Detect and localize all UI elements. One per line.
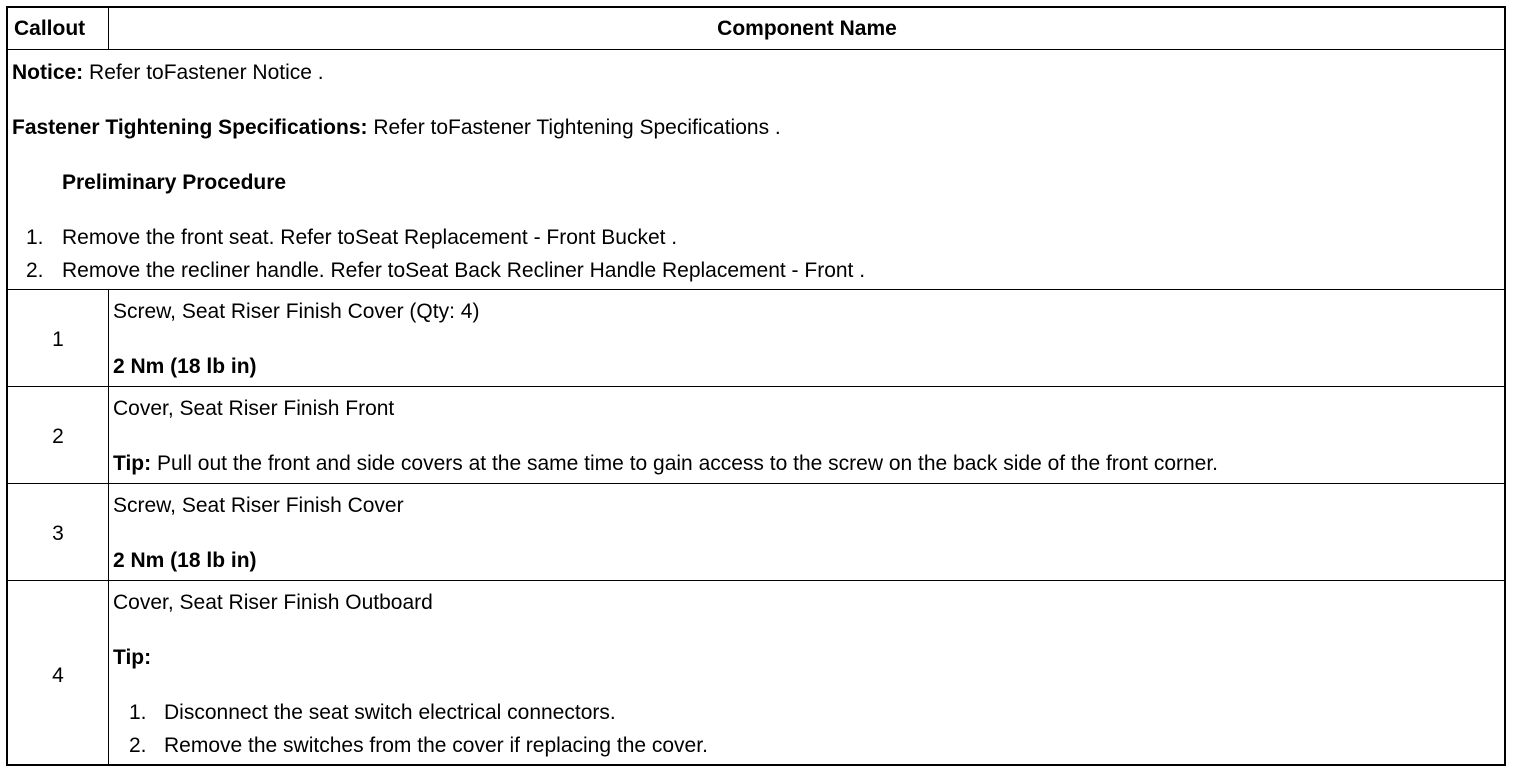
preliminary-step-1-text: Remove the front seat. Refer toSeat Replacement - Front Bucket . (62, 226, 678, 249)
preliminary-step-1-num: 1. (26, 226, 44, 249)
row-divider (108, 581, 109, 764)
preliminary-step-2-num: 2. (26, 259, 44, 282)
component-name: Cover, Seat Riser Finish Outboard (113, 591, 433, 614)
notice-text: Refer toFastener Notice . (83, 61, 324, 84)
callout-number: 3 (52, 522, 64, 545)
tip-line (113, 452, 1218, 476)
tip-step-2-text: Remove the switches from the cover if replacing the cover. (164, 734, 708, 757)
fastener-specs-text: Refer toFastener Tightening Specifications . (367, 116, 781, 139)
fastener-specs-line (12, 116, 781, 140)
tip-label: Tip: (113, 646, 152, 669)
torque-spec: 2 Nm (18 lb in) (113, 549, 257, 572)
preliminary-step-2-text: Remove the recliner handle. Refer toSeat Back Recliner Handle Replacement - Front . (62, 259, 866, 282)
notice-block (8, 50, 1504, 290)
callout-number: 4 (52, 664, 64, 687)
notice-line (12, 61, 324, 85)
torque-spec: 2 Nm (18 lb in) (113, 355, 257, 378)
component-table (6, 6, 1506, 766)
tip-label: Tip: (113, 452, 152, 475)
component-name: Screw, Seat Riser Finish Cover (Qty: 4) (113, 300, 480, 323)
tip-text: Pull out the front and side covers at the same time to gain access to the screw on the back side of the front corner. (151, 452, 1219, 475)
table-header-row (8, 8, 1504, 50)
callout-number: 1 (52, 328, 64, 351)
row-divider (108, 387, 109, 484)
callout-number: 2 (52, 425, 64, 448)
component-name: Cover, Seat Riser Finish Front (113, 397, 395, 420)
table-row (8, 581, 1504, 764)
table-row (8, 484, 1504, 581)
preliminary-heading: Preliminary Procedure (62, 171, 287, 194)
header-divider (108, 8, 109, 50)
row-divider (108, 290, 109, 387)
notice-label: Notice: (12, 61, 84, 84)
tip-step-2-num: 2. (129, 734, 147, 757)
table-row (8, 290, 1504, 387)
callout-header: Callout (14, 17, 86, 40)
row-divider (108, 484, 109, 581)
component-name-header: Component Name (717, 17, 897, 40)
tip-step-1-num: 1. (129, 701, 147, 724)
table-row (8, 387, 1504, 484)
fastener-specs-label: Fastener Tightening Specifications: (12, 116, 368, 139)
component-name: Screw, Seat Riser Finish Cover (113, 494, 404, 517)
tip-step-1-text: Disconnect the seat switch electrical connectors. (164, 701, 616, 724)
